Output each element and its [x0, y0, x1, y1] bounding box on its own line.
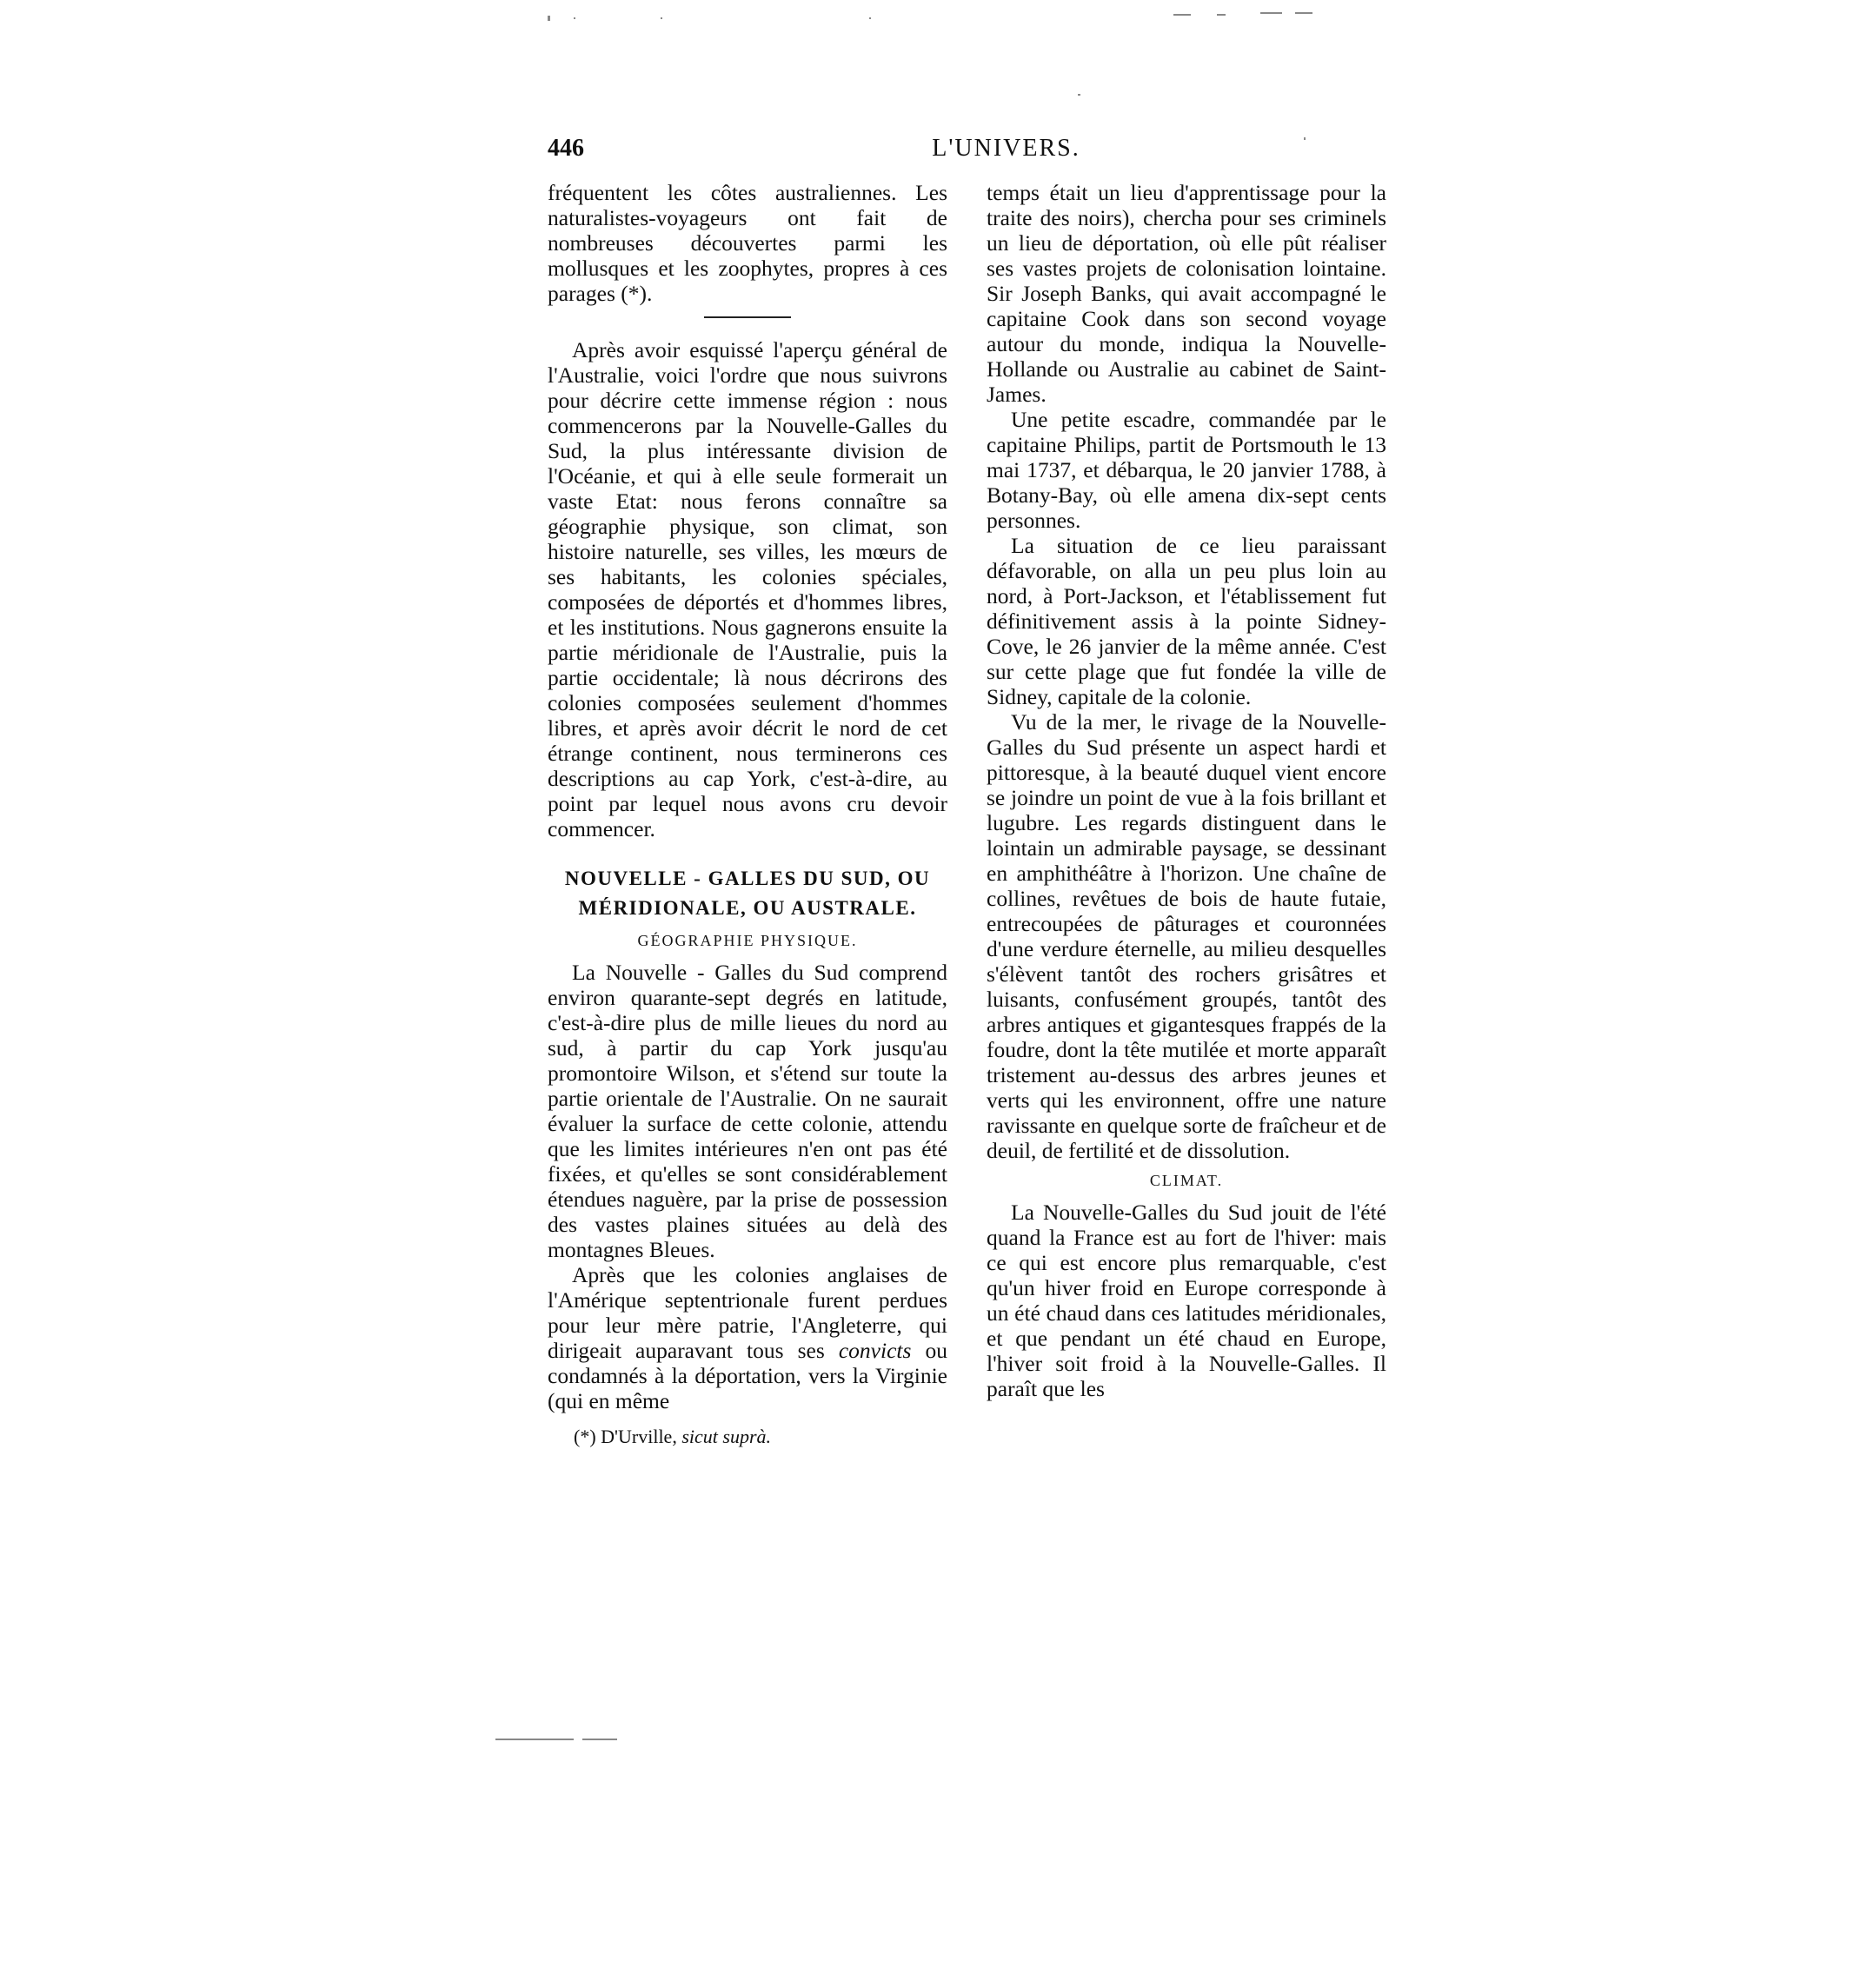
right-column [987, 180, 1386, 1401]
footnote-text: (*) D'Urville, [574, 1426, 682, 1447]
footnote-italic: sicut suprà. [681, 1426, 772, 1447]
right-paragraph-4: Vu de la mer, le rivage de la Nouvelle-Galles du Sud présente un aspect hardi et pittoresque, à la beauté duquel vient encore se joindre un point de vue à la fois brillant et lugubre. Les regards distinguent dans le lointain un admirable paysage, se dessinant en amphithéâtre à l'horizon. Une chaîne de collines, revêtues de bois de haute futaie, entrecoupées de pâturages et couronnées d'une verdure éternelle, au milieu desquelles s'élèvent tantôt des rochers grisâtres et luisants, confusément groupés, tantôt des arbres antiques et gigantesques frappés de la foudre, dont la tête mutilée et morte apparaît tristement au-dessus des arbres jeunes et verts qui les environnent, offre une nature ravissante en quelque sorte de fraîcheur et de deuil, de fertilité et de dissolution. [987, 709, 1386, 1163]
left-paragraph-4 [548, 1262, 947, 1413]
page-number: 446 [548, 135, 584, 162]
right-paragraph-3: La situation de ce lieu paraissant défavorable, on alla un peu plus loin au nord, à Port-Jackson, et l'établissement fut définitivement assis à la pointe Sidney-Cove, le 26 janvier de la même année. C'est sur cette plage que fut fondée la ville de Sidney, capitale de la colonie. [987, 533, 1386, 709]
right-paragraph-5: La Nouvelle-Galles du Sud jouit de l'été quand la France est au fort de l'hiver: mais ce qui est encore plus remarquable, c'est qu'un hiver froid en Europe corresponde à un été chaud dans ces latitudes méridionales, et que pendant un été chaud en Europe, l'hiver soit froid à la Nouvelle-Galles. Il paraît que les [987, 1200, 1386, 1401]
subheading-geographie: GÉOGRAPHIE PHYSIQUE. [637, 932, 858, 949]
left-paragraph-2: Après avoir esquissé l'aperçu général de l'Australie, voici l'ordre que nous suivrons pour décrire cette immense région : nous commencerons par la Nouvelle-Galles du Sud, la plus intéressante division de l'Océanie, et qui à elle seule formerait un vaste Etat: nous ferons connaître sa géographie physique, son climat, son histoire naturelle, ses villes, les mœurs de ses habitants, les colonies spéciales, composées de déportés et d'hommes libres, et les institutions. Nous gagnerons ensuite la partie méridionale de l'Australie, puis la partie occidentale; là nous décrirons des colonies composées seulement d'hommes libres, et après avoir décrit le nord de cet étrange continent, nous terminerons ces descriptions au cap York, c'est-à-dire, au point par lequel nous avons cru devoir commencer. [548, 337, 947, 841]
right-paragraph-2: Une petite escadre, commandée par le capitaine Philips, partit de Portsmouth le 13 mai 1737, et débarqua, le 20 janvier 1788, à Botany-Bay, où elle amena dix-sept cents personnes. [987, 407, 1386, 533]
section-heading-line-2: MÉRIDIONALE, OU AUSTRALE. [578, 897, 917, 919]
left-paragraph-3: La Nouvelle - Galles du Sud comprend environ quarante-sept degrés en latitude, c'est-à-dire plus de mille lieues du nord au sud, à partir du cap York jusqu'au promontoire Wilson, et s'étend sur toute la partie orientale de l'Australie. On ne saurait évaluer la surface de cette colonie, attendu que les limites intérieures n'en ont pas été fixées, et qu'elles se sont considérablement étendues naguère, par la prise de possession des vastes plaines situées au delà des montagnes Bleues. [548, 960, 947, 1262]
left-paragraph-4-end: ou condamnés à la déportation, vers la Virginie (qui en même [548, 1338, 947, 1413]
right-paragraph-1: temps était un lieu d'apprentissage pour la traite des noirs), chercha pour ses criminels un lieu de déportation, où elle pût réaliser ses vastes projets de colonisation lointaine. Sir Joseph Banks, qui avait accompagné le capitaine Cook dans son second voyage autour du monde, indiqua la Nouvelle-Hollande ou Australie au cabinet de Saint-James. [987, 180, 1386, 407]
italic-convicts: convicts [838, 1338, 912, 1363]
left-paragraph-1: fréquentent les côtes australiennes. Les naturalistes-voyageurs ont fait de nombreuses découvertes parmi les mollusques et les zoophytes, propres à ces parages (*). [548, 180, 947, 306]
page-header [548, 135, 1386, 170]
left-column [548, 180, 947, 1449]
subheading-climat: CLIMAT. [1149, 1172, 1224, 1189]
section-heading-line-1: NOUVELLE - GALLES DU SUD, OU [564, 868, 931, 889]
footnote [548, 1424, 947, 1449]
section-heading [548, 864, 947, 923]
left-paragraph-4-start: Après que les colonies anglaises de l'Amérique septentrionale furent perdues pour leur mère patrie, l'Angleterre, qui dirigeait auparavant tous ses [548, 1262, 947, 1363]
running-title: L'UNIVERS. [932, 135, 1080, 162]
section-rule [704, 316, 791, 318]
